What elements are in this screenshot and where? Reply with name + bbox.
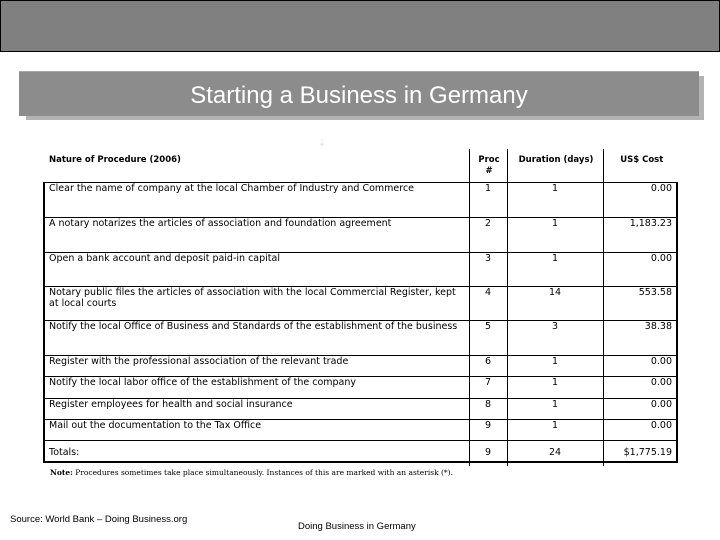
row-cost: 0.00 — [650, 398, 672, 410]
row-cost: 0.00 — [650, 252, 672, 264]
row-cost: 0.00 — [650, 419, 672, 431]
row-proc-number: 1 — [484, 182, 492, 194]
row-proc-number: 2 — [484, 217, 492, 229]
ghost-mark-icon: ⇣ — [318, 138, 327, 149]
footnote — [50, 468, 453, 477]
top-bar — [0, 0, 720, 52]
footer-title: Doing Business in Germany — [298, 521, 416, 532]
row-duration: 1 — [551, 355, 559, 367]
header-duration: Duration (days) — [507, 149, 603, 182]
totals-proc-number: 9 — [469, 440, 507, 466]
row-cost: 0.00 — [650, 182, 672, 194]
totals-row — [43, 440, 678, 466]
row-duration: 1 — [551, 376, 559, 388]
table-row — [43, 217, 678, 252]
title-band — [19, 71, 699, 116]
procedures-table — [43, 149, 678, 466]
row-cost: 0.00 — [650, 355, 672, 367]
row-duration: 1 — [551, 252, 559, 264]
row-nature: Notify the local labor office of the establishment of the company — [49, 376, 357, 388]
row-cost: 553.58 — [638, 286, 672, 298]
table-row — [43, 419, 678, 440]
row-nature: Register with the professional association of the relevant trade — [49, 355, 349, 367]
row-duration: 1 — [551, 419, 559, 431]
row-nature: Register employees for health and social insurance — [49, 398, 293, 410]
row-duration: 1 — [551, 182, 559, 194]
row-proc-number: 3 — [484, 252, 492, 264]
totals-cost: $1,775.19 — [603, 440, 678, 466]
row-proc-number: 5 — [484, 320, 492, 332]
table-row — [43, 355, 678, 376]
footnote-prefix: Note: — [50, 468, 73, 477]
row-cost: 38.38 — [644, 320, 672, 332]
table-row — [43, 252, 678, 286]
row-nature: Clear the name of company at the local Chamber of Industry and Commerce — [49, 182, 415, 194]
row-nature: A notary notarizes the articles of association and foundation agreement — [49, 217, 392, 229]
table-row — [43, 398, 678, 419]
table-header-row — [43, 149, 678, 182]
row-duration: 14 — [548, 286, 562, 298]
slide-title: Starting a Business in Germany — [190, 82, 528, 109]
row-nature: Notary public files the articles of association with the local Commercial Register, kept at local courts — [49, 286, 456, 309]
row-proc-number: 7 — [484, 376, 492, 388]
totals-label: Totals: — [49, 446, 80, 458]
table-row — [43, 320, 678, 355]
source-credit: Source: World Bank – Doing Business.org — [10, 514, 188, 525]
row-cost: 0.00 — [650, 376, 672, 388]
header-cost: US$ Cost — [603, 149, 678, 182]
footnote-text: Procedures sometimes take place simultaneously. Instances of this are marked with an asterisk (*). — [75, 468, 453, 477]
row-proc-number: 4 — [484, 286, 492, 298]
row-proc-number: 6 — [484, 355, 492, 367]
row-proc-number: 9 — [484, 419, 492, 431]
row-duration: 1 — [551, 217, 559, 229]
table-row — [43, 286, 678, 320]
row-nature: Notify the local Office of Business and Standards of the establishment of the business — [49, 320, 458, 332]
row-nature: Mail out the documentation to the Tax Office — [49, 419, 262, 431]
header-nature: Nature of Procedure (2006) — [43, 149, 469, 182]
row-cost: 1,183.23 — [629, 217, 672, 229]
table-row — [43, 376, 678, 398]
totals-duration: 24 — [507, 440, 603, 466]
row-proc-number: 8 — [484, 398, 492, 410]
header-proc-number: Proc # — [469, 149, 507, 182]
row-duration: 1 — [551, 398, 559, 410]
row-duration: 3 — [551, 320, 559, 332]
row-nature: Open a bank account and deposit paid-in capital — [49, 252, 280, 264]
table-row — [43, 182, 678, 217]
